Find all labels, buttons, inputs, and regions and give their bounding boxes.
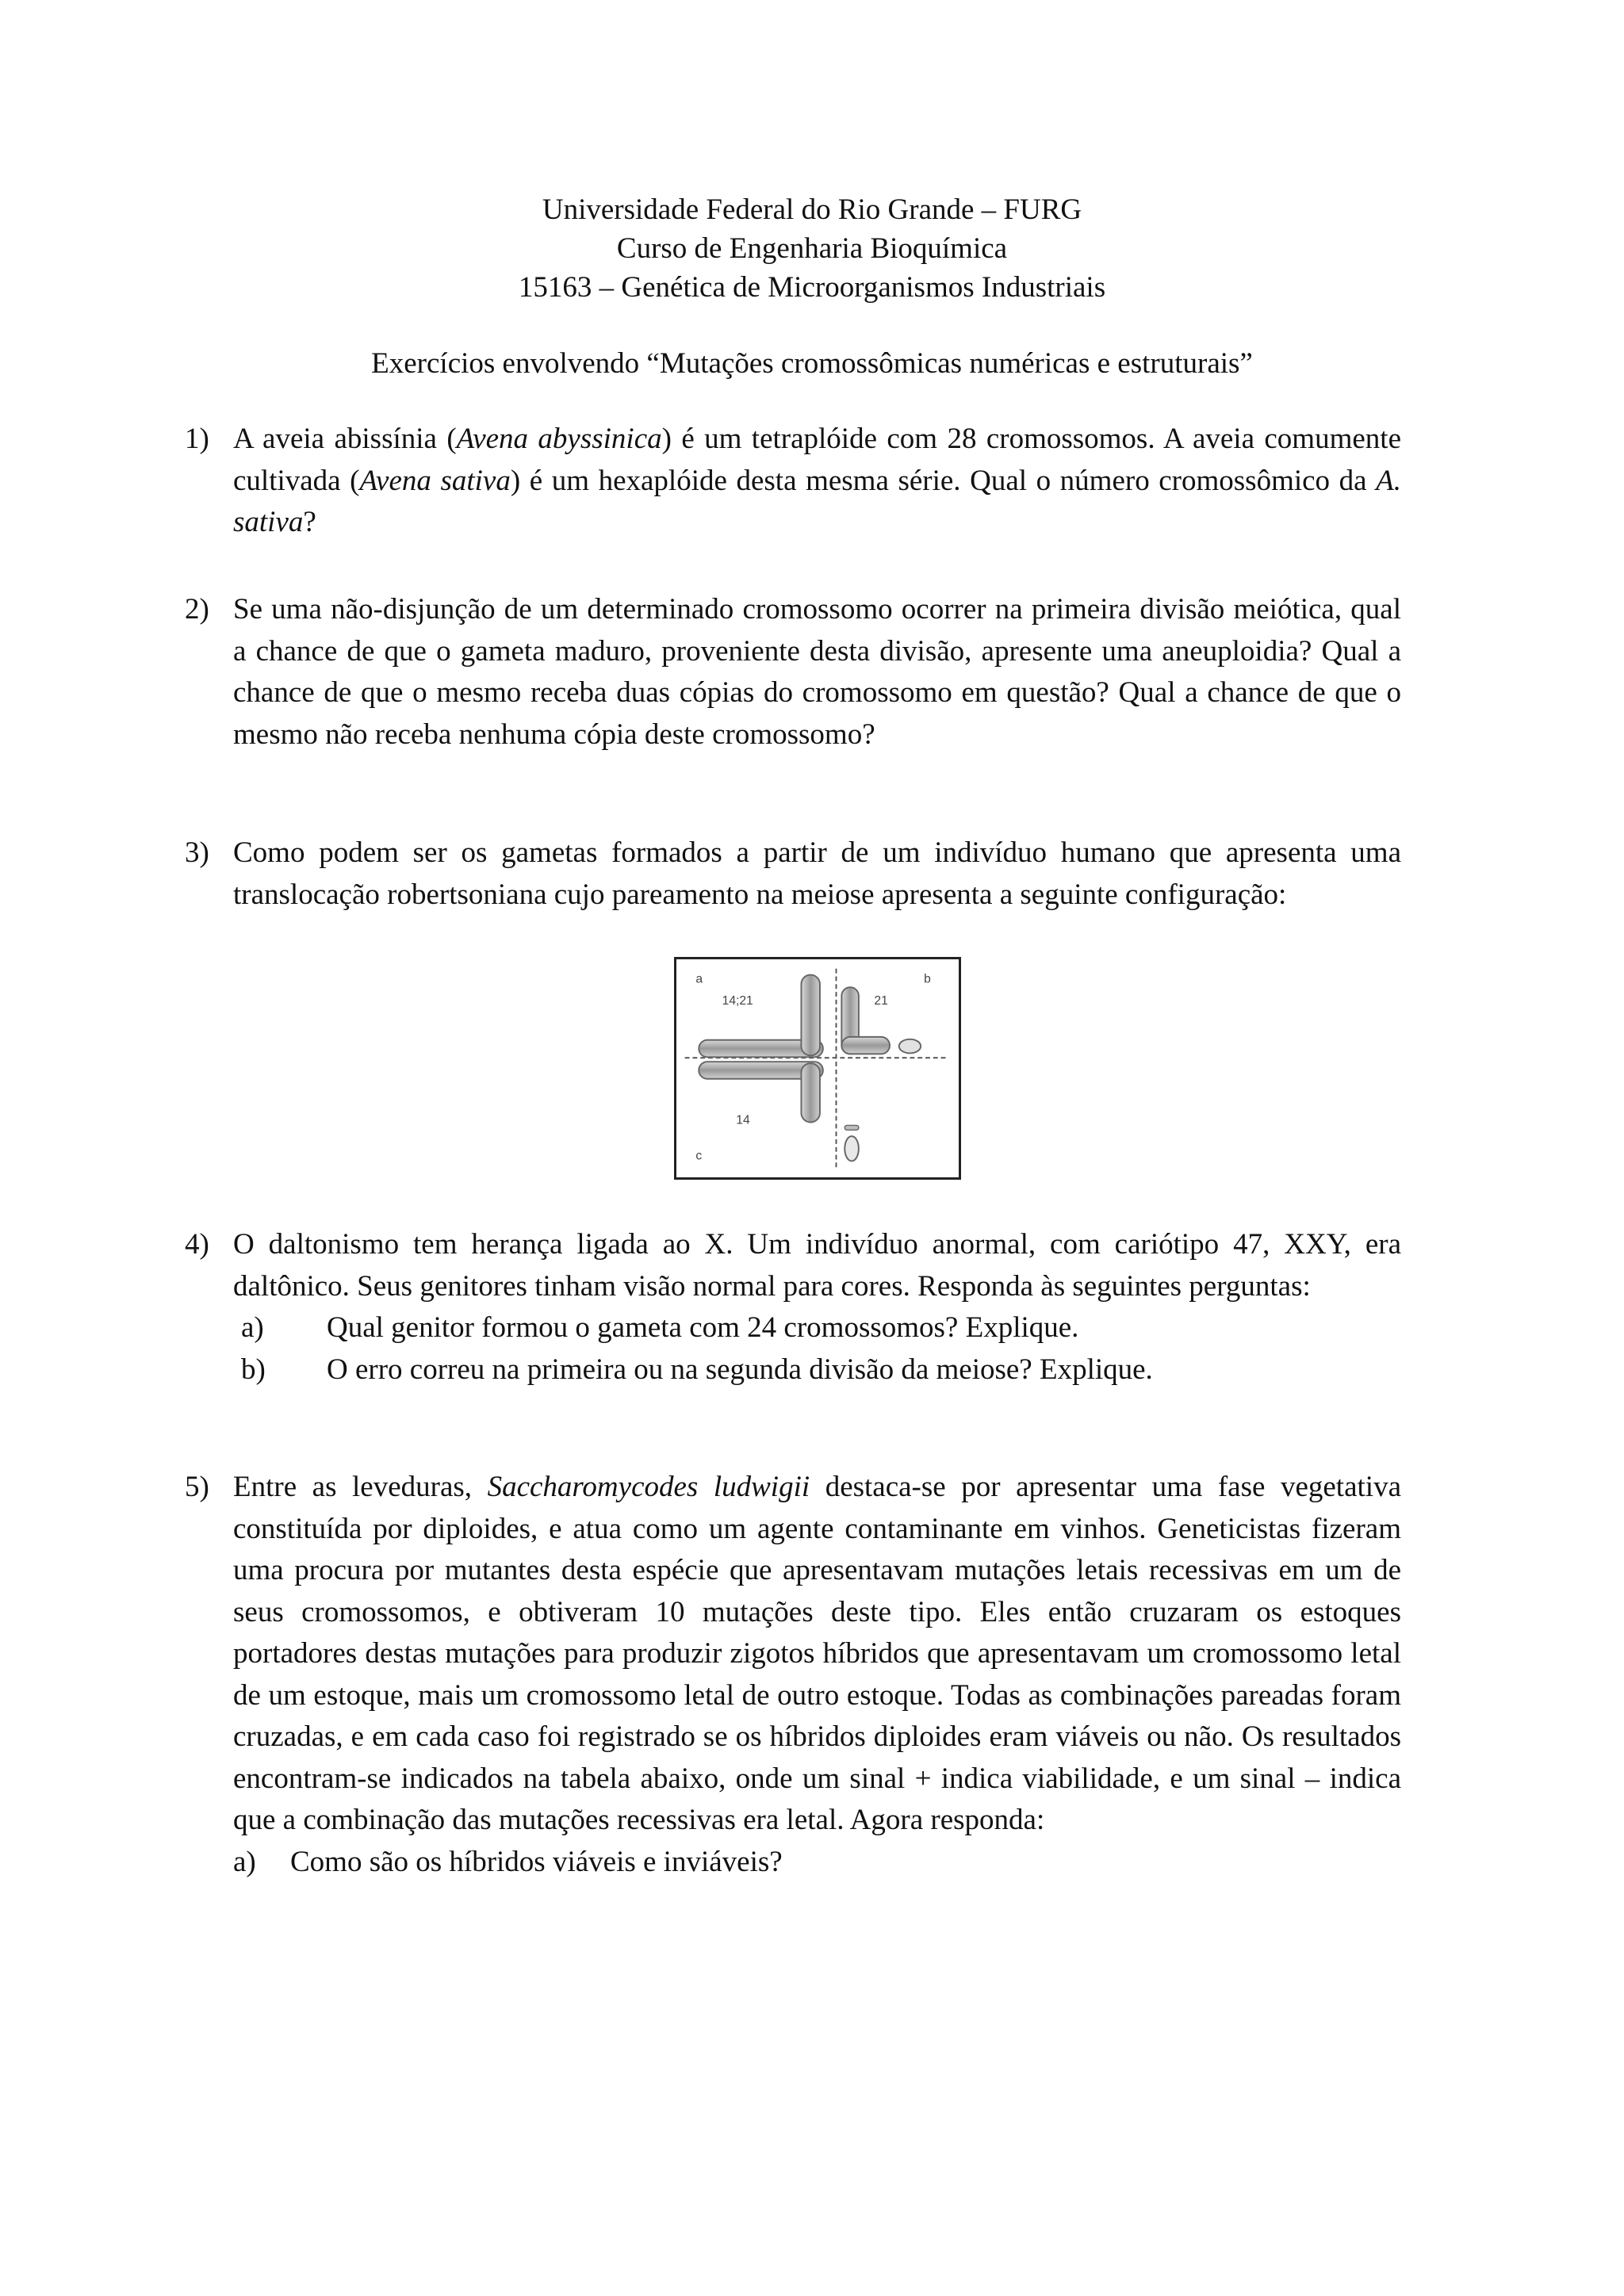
sub-question-b: b) O erro correu na primeira ou na segunda divisão da meiose? Explique. <box>241 1353 1153 1386</box>
question-1 <box>185 419 1401 544</box>
translocation-figure <box>674 957 961 1180</box>
question-number: 2) <box>185 593 209 626</box>
label-a: a <box>695 972 703 986</box>
question-number: 3) <box>185 836 209 869</box>
question-text: Entre as leveduras, Saccharomycodes ludwigii destaca-se por apresentar uma fase vegetativa constituída por diploides, e atua como um agente contaminante em vinhos. Geneticistas fizeram uma procura por mutantes desta espécie que apresentavam mutações letais recessivas em um de seus cromossomos, e obtiveram 10 mutações deste tipo. Eles então cruzaram os estoques portadores destas mutações para produzir zigotos híbridos que apresentavam um cromossomo letal de um estoque, mais um cromossomo letal de outro estoque. Todas as combinações pareadas foram cruzadas, e em cada caso foi registrado se os híbridos diploides eram viáveis ou não. Os resultados encontram-se indicados na tabela abaixo, onde um sinal + indica viabilidade, e um sinal – indica que a combinação das mutações recessivas era letal. Agora responda: <box>233 1471 1401 1836</box>
chromosome-diagram <box>676 959 959 1177</box>
species-name: Avena sativa <box>359 464 511 497</box>
discipline-name: 15163 – Genética de Microorganismos Industriais <box>518 271 1106 304</box>
question-text: Como podem ser os gametas formados a partir de um indivíduo humano que apresenta uma translocação robertsoniana cujo pareamento na meiose apresenta a seguinte configuração: <box>233 836 1401 911</box>
chromosome-14-vertical-arm <box>801 1063 819 1122</box>
sub-question-a: a) Qual genitor formou o gameta com 24 cromossomos? Explique. <box>241 1311 1079 1344</box>
question-text: O daltonismo tem herança ligada ao X. Um indivíduo anormal, com cariótipo 47, XXY, era daltônico. Seus genitores tinham visão normal para cores. Responda às seguintes perguntas: <box>233 1228 1401 1303</box>
label-b: b <box>924 972 931 986</box>
question-5 <box>185 1467 1401 1883</box>
label-14: 14 <box>736 1113 750 1127</box>
chromosome-21-bent-arm <box>841 1037 890 1054</box>
label-1421: 14;21 <box>722 993 753 1008</box>
university-name: Universidade Federal do Rio Grande – FURG <box>542 193 1082 226</box>
question-number: 5) <box>185 1471 209 1503</box>
chromosome-21-satellite <box>899 1039 921 1054</box>
question-3 <box>185 832 1401 916</box>
label-21: 21 <box>874 993 888 1008</box>
question-text: Se uma não-disjunção de um determinado cromossomo ocorrer na primeira divisão meiótica, qual a chance de que o gameta maduro, proveniente desta divisão, apresente uma aneuploidia? Qual a chance de que o mesmo receba duas cópias do cromossomo em questão? Qual a chance de que o mesmo não receba nenhuma cópia deste cromossomo? <box>233 593 1401 751</box>
small-chromosome-bar <box>845 1125 859 1130</box>
species-name: Avena abyssinica <box>456 423 662 455</box>
species-name: A. sativa <box>233 464 1401 538</box>
question-text: A aveia abissínia (Avena abyssinica) é um tetraplóide com 28 cromossomos. A aveia comumente cultivada (Avena sativa) é um hexaplóide desta mesma série. Qual o número cromossômico da A. sativa? <box>233 423 1401 538</box>
question-4 <box>185 1224 1401 1391</box>
small-chromosome <box>845 1136 859 1161</box>
course-name: Curso de Engenharia Bioquímica <box>616 232 1008 265</box>
document-header <box>0 190 1624 307</box>
question-2 <box>185 589 1401 756</box>
question-number: 1) <box>185 423 209 455</box>
question-number: 4) <box>185 1228 209 1261</box>
sub-question-a: a) Como são os híbridos viáveis e inviáveis? <box>233 1845 783 1878</box>
species-name: Saccharomycodes ludwigii <box>487 1471 810 1503</box>
chromosome-1421-vertical-arm <box>801 975 819 1056</box>
label-c: c <box>695 1149 703 1163</box>
exercise-title: Exercícios envolvendo “Mutações cromossômicas numéricas e estruturais” <box>371 347 1253 380</box>
